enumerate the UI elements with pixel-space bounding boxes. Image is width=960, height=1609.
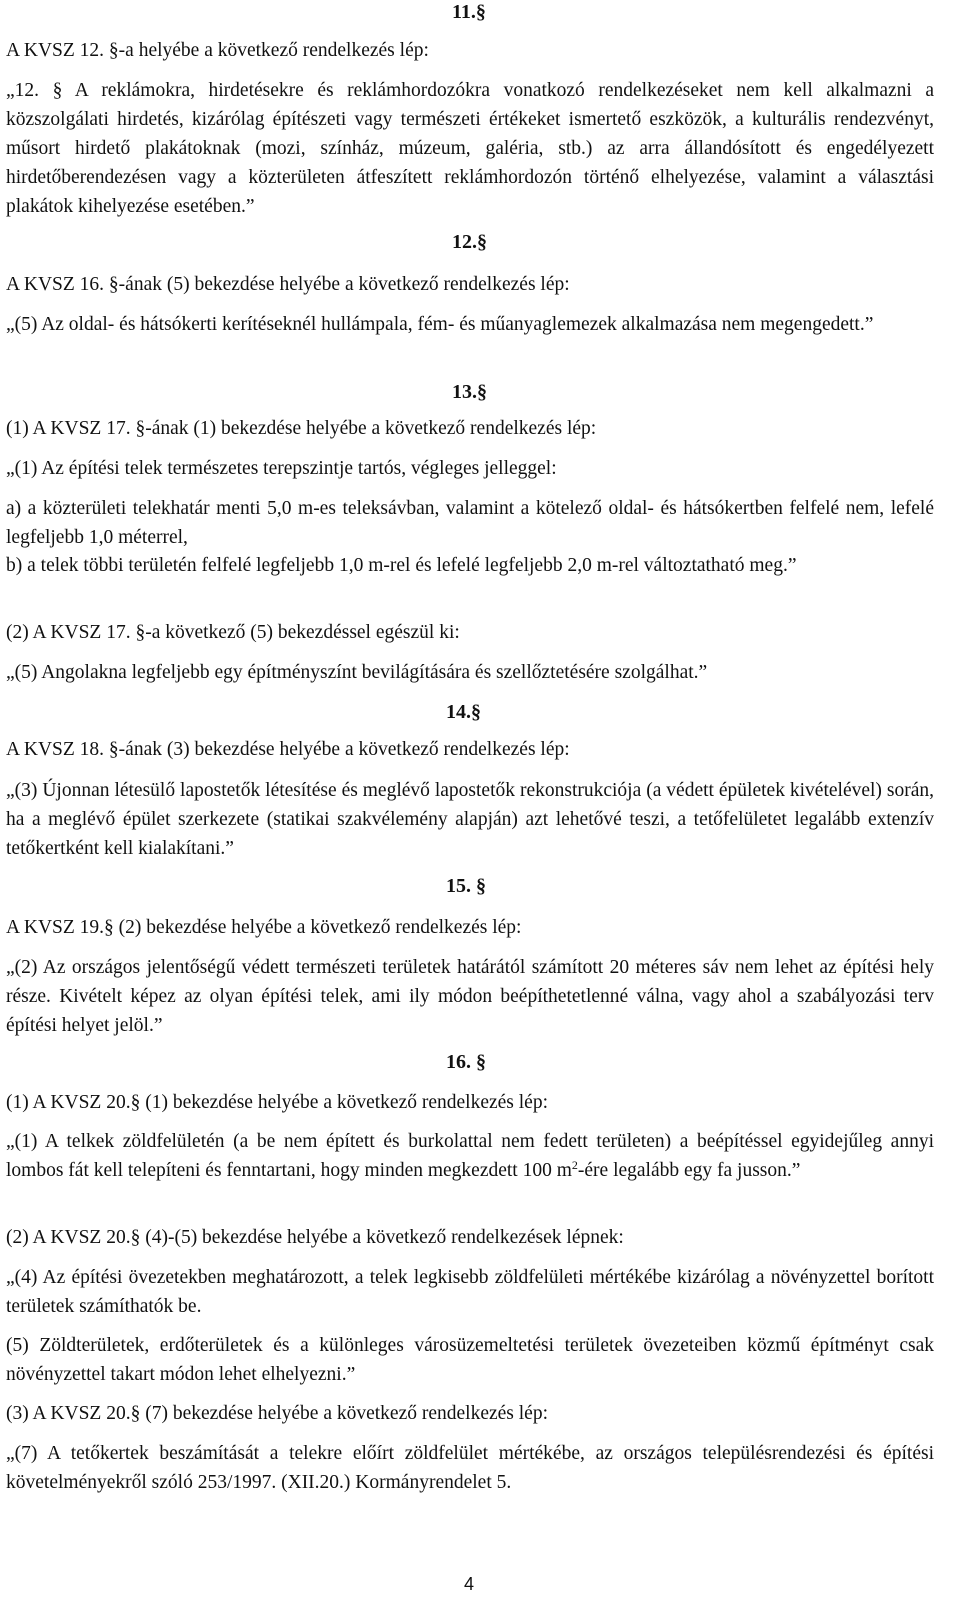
- paragraph-quote-20-7: „(7) A tetőkertek beszámítását a telekre előírt zöldfelület mértékébe, az országos településrendezési és építési követelményekről szóló 253/1997. (XII.20.) Kormányrendelet 5.: [6, 1443, 934, 1493]
- paragraph-intro-19: A KVSZ 19.§ (2) bekezdése helyébe a következő rendelkezés lép:: [6, 917, 522, 938]
- superscript: 2: [571, 1158, 578, 1172]
- paragraph-intro-20-3: (3) A KVSZ 20.§ (7) bekezdése helyébe a következő rendelkezés lép:: [6, 1403, 549, 1424]
- paragraph-intro-18: A KVSZ 18. §-ának (3) bekezdése helyébe a következő rendelkezés lép:: [6, 739, 570, 760]
- quote-20-1-text-end: -ére legalább egy fa jusson.”: [577, 1160, 801, 1181]
- paragraph-quote-16: „(5) Az oldal- és hátsókerti kerítéseknél hullámpala, fém- és műanyaglemezek alkalmazása nem megengedett.”: [6, 314, 874, 335]
- page-number: 4: [464, 1574, 475, 1594]
- paragraph-quote-17-1: „(1) Az építési telek természetes terepszintje tartós, végleges jelleggel:: [6, 458, 557, 479]
- section-heading-14: 14.§: [446, 701, 481, 723]
- paragraph-item-a: a) a közterületi telekhatár menti 5,0 m-es teleksávban, valamint a kötelező oldal- és hátsókertben felfelé nem, lefelé legfeljebb 1,0 méterrel,: [6, 498, 934, 548]
- paragraph-intro-20-2: (2) A KVSZ 20.§ (4)-(5) bekezdése helyébe a következő rendelkezések lépnek:: [6, 1227, 624, 1248]
- paragraph-quote-19: „(2) Az országos jelentőségű védett természeti területek határától számított 20 méteres sáv nem lehet az építési hely része. Kivételt képez az olyan építési telek, ami ily módon beépíthetetlenné válna, vagy ahol a szabályozási terv építési helyet jelöl.”: [6, 957, 934, 1036]
- section-heading-16: 16. §: [446, 1051, 486, 1073]
- paragraph-quote-20-4: „(4) Az építési övezetekben meghatározott, a telek legkisebb zöldfelületi mértékébe kizárólag a növényzettel borított területek számíthatók be.: [6, 1267, 934, 1317]
- paragraph-quote-18: „(3) Újonnan létesülő lapostetők létesítése és meglévő lapostetők rekonstrukciója (a védett épületek kivételével) során, ha a meglévő épület szerkezete (statikai szakvélemény alapján) azt lehetővé teszi, a tetőfelületet legalább extenzív tetőkertként kell kialakítani.”: [6, 780, 934, 859]
- quote-20-1-text: „(1) A telkek zöldfelületén (a be nem épített és burkolattal nem fedett területen) a beépítéssel egyidejűleg annyi lombos fát kell telepíteni és fenntartani, hogy minden megkezdett 100 m: [6, 1131, 934, 1181]
- paragraph-intro-20-1: (1) A KVSZ 20.§ (1) bekezdése helyébe a következő rendelkezés lép:: [6, 1092, 549, 1113]
- section-heading-13: 13.§: [452, 381, 487, 403]
- paragraph-quote-17-5: „(5) Angolakna legfeljebb egy építményszínt bevilágítására és szellőztetésére szolgálhat.”: [6, 662, 708, 683]
- paragraph-intro-12: A KVSZ 12. §-a helyébe a következő rendelkezés lép:: [6, 40, 429, 61]
- paragraph-quote-20-1: [6, 1127, 934, 1185]
- paragraph-quote-12: „12. § A reklámokra, hirdetésekre és reklámhordozókra vonatkozó rendelkezéseket nem kell alkalmazni a közszolgálati hirdetés, kizárólag építészeti vagy természeti értékeket ismertető eszközök, a kulturális rendezvényt, műsort hirdető plakátoknak (mozi, színház, múzeum, galéria, stb.) az arra állandósított és engedélyezett hirdetőberendezésen vagy a közterületen átfeszített reklámhordozón történő elhelyezése, valamint a választási plakátok kihelyezése esetében.”: [6, 80, 934, 217]
- paragraph-quote-20-5: (5) Zöldterületek, erdőterületek és a különleges városüzemeltetési területek övezeteiben közmű építményt csak növényzettel takart módon lehet elhelyezni.”: [6, 1335, 934, 1385]
- paragraph-item-b: b) a telek többi területén felfelé legfeljebb 1,0 m-rel és lefelé legfeljebb 2,0 m-rel változtatható meg.”: [6, 555, 797, 576]
- section-heading-12: 12.§: [452, 231, 487, 253]
- section-heading-11: 11.§: [452, 1, 486, 23]
- section-heading-15: 15. §: [446, 875, 486, 897]
- paragraph-intro-17-1: (1) A KVSZ 17. §-ának (1) bekezdése helyébe a következő rendelkezés lép:: [6, 418, 597, 439]
- paragraph-intro-16: A KVSZ 16. §-ának (5) bekezdése helyébe a következő rendelkezés lép:: [6, 274, 570, 295]
- paragraph-intro-17-2: (2) A KVSZ 17. §-a következő (5) bekezdéssel egészül ki:: [6, 622, 460, 643]
